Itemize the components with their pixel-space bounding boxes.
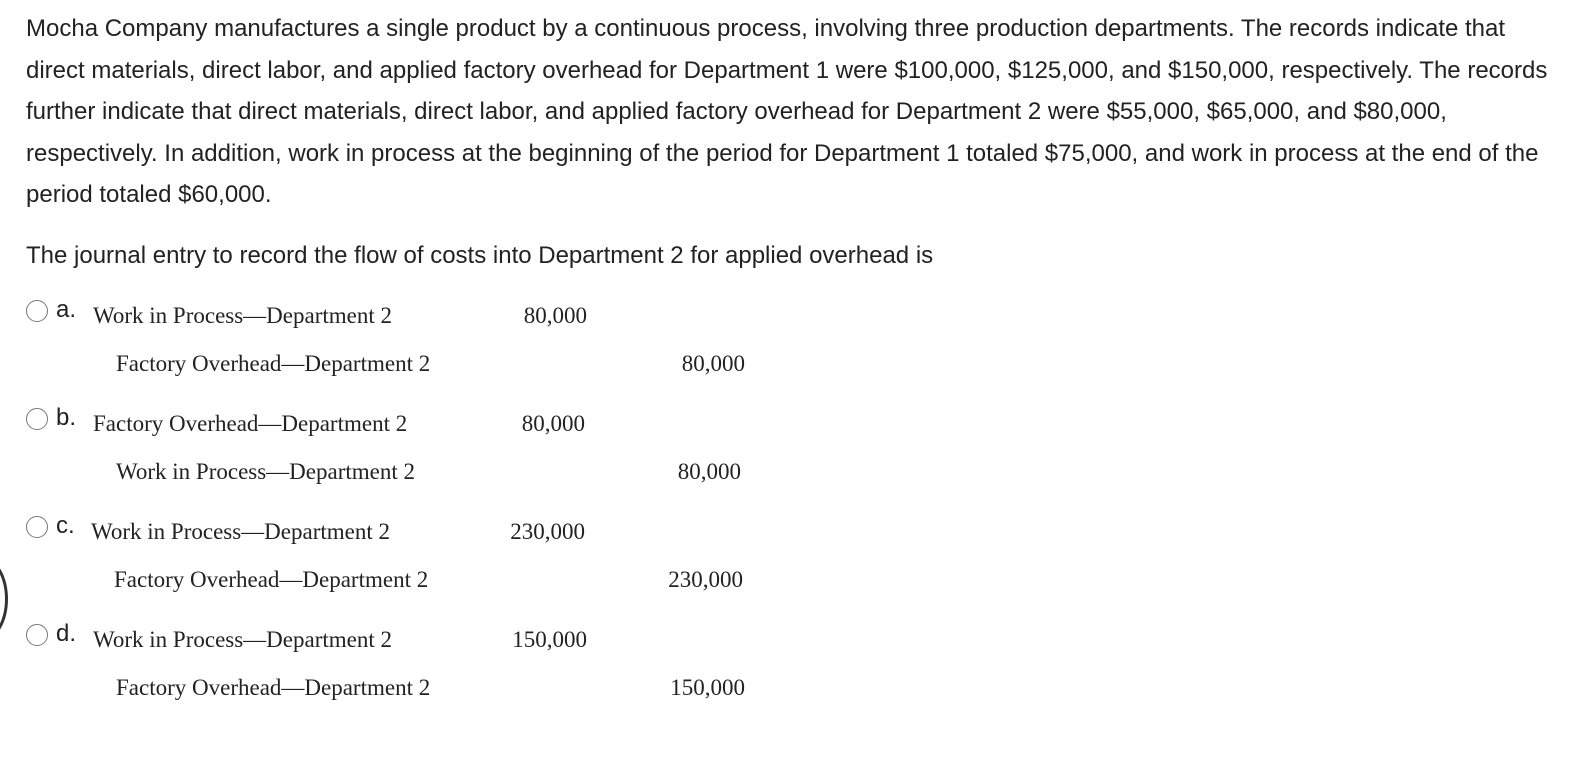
credit-amount: 80,000 [677, 459, 741, 484]
edge-circle-icon [0, 558, 8, 640]
debit-account: Work in Process—Department 2 [93, 303, 392, 328]
credit-amount: 230,000 [668, 567, 743, 592]
option-letter: d. [56, 620, 77, 647]
debit-account: Factory Overhead—Department 2 [93, 411, 408, 436]
debit-amount: 80,000 [521, 411, 585, 436]
option-letter: c. [56, 512, 75, 539]
debit-account: Work in Process—Department 2 [93, 627, 392, 652]
debit-amount: 150,000 [512, 627, 587, 652]
credit-amount: 80,000 [681, 351, 745, 376]
answer-option-a[interactable] [26, 296, 786, 400]
credit-account: Factory Overhead—Department 2 [116, 675, 431, 700]
debit-account: Work in Process—Department 2 [91, 519, 390, 544]
option-letter: a. [56, 296, 77, 323]
answer-option-d[interactable] [26, 620, 786, 724]
debit-amount: 80,000 [523, 303, 587, 328]
question-prompt: The journal entry to record the flow of costs into Department 2 for applied overhead is [26, 242, 934, 269]
radio-button-c[interactable] [26, 516, 48, 538]
radio-button-a[interactable] [26, 300, 48, 322]
option-letter: b. [56, 404, 77, 431]
answer-option-c[interactable] [26, 512, 786, 616]
answer-option-b[interactable] [26, 404, 786, 508]
radio-button-d[interactable] [26, 624, 48, 646]
radio-button-b[interactable] [26, 408, 48, 430]
debit-amount: 230,000 [510, 519, 585, 544]
credit-account: Work in Process—Department 2 [116, 459, 415, 484]
credit-account: Factory Overhead—Department 2 [116, 351, 431, 376]
credit-amount: 150,000 [670, 675, 745, 700]
question-stem: Mocha Company manufactures a single product by a continuous process, involving three production departments. The records indicate that direct materials, direct labor, and applied factory overhead for Department 1 were $100,000, $125,000, and $150,000, respectively. The records further indicate that direct materials, direct labor, and applied factory overhead for Department 2 were $55,000, $65,000, and $80,000, respectively. In addition, work in process at the beginning of the period for Department 1 totaled $75,000, and work in process at the end of the period totaled $60,000. [26, 15, 1548, 208]
credit-account: Factory Overhead—Department 2 [114, 567, 429, 592]
